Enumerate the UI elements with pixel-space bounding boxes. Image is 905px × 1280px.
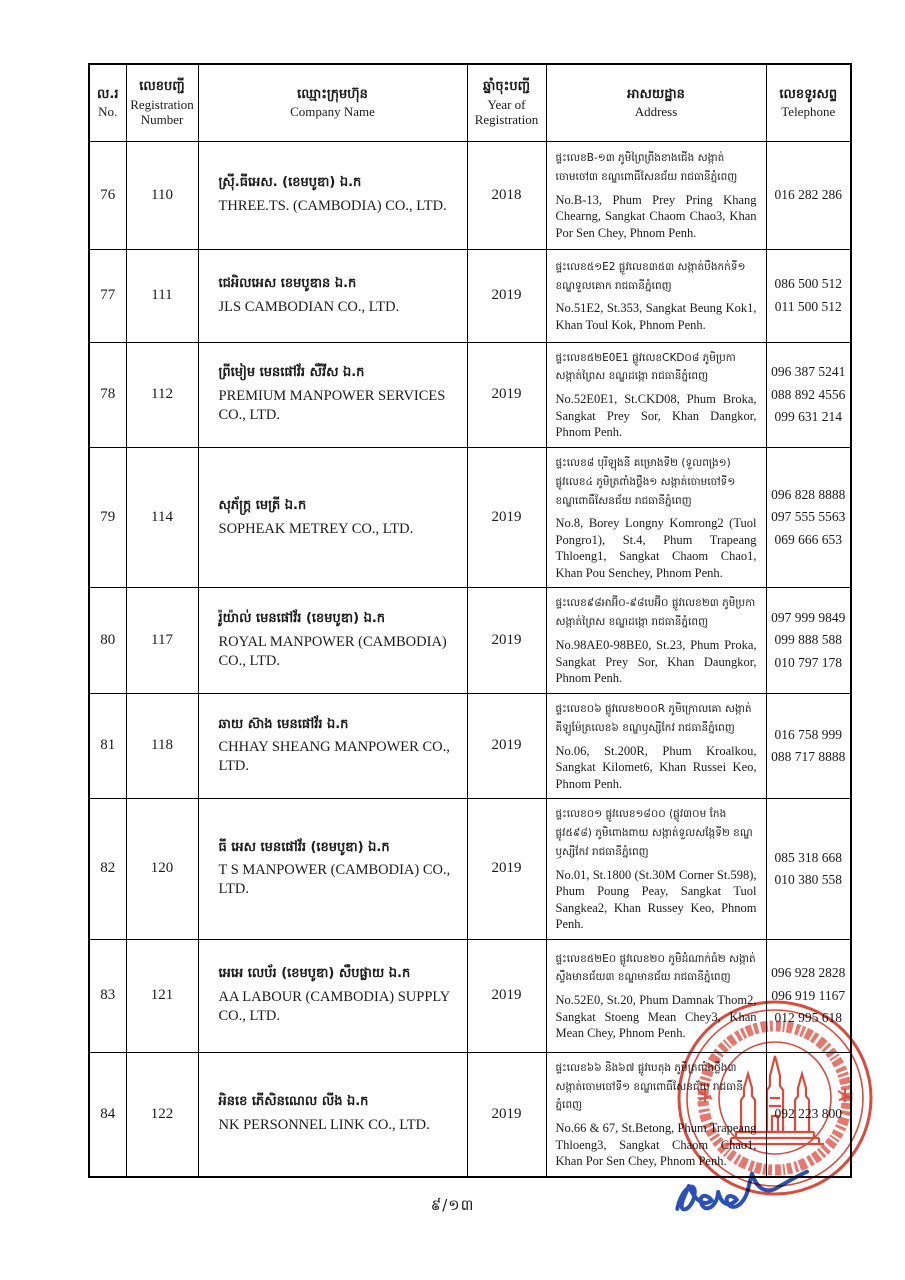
phone-number: 096 387 5241	[771, 364, 846, 380]
company-name-khmer: អិនខេ ភើសិនណេល លីង ឯ.ក	[218, 1094, 369, 1110]
header-address-english: Address	[634, 104, 678, 120]
address-khmer: ផ្ទះលេខB-១៣ ភូមិព្រៃព្រីងខាងជើង សង្កាត់ចោមចៅ៣ ខណ្ឌពោធិ៍សែនជ័យ រាជធានីភ្នំពេញ	[555, 151, 738, 183]
address-english: No.01, St.1800 (St.30M Corner St.598), Phum Poung Peay, Sangkat Tuol Sangkea2, Khan Russey Keo, Phnom Penh.	[555, 867, 757, 932]
page-number: ៩/១៣	[430, 1196, 475, 1214]
table-row	[89, 249, 851, 342]
company-name-english: JLS CAMBODIAN CO., LTD.	[218, 298, 400, 315]
company-name-khmer: សុភ័ក្ត្រ មេត្រី ឯ.ក	[218, 497, 307, 513]
registration-year: 2019	[467, 693, 546, 798]
telephone-cell	[766, 939, 851, 1052]
address-khmer: ផ្ទះលេខ៨ បុរីឡុងនី គម្រោងទី២ (ទួលពង្រ១) ផ្លូវលេខ៤ ភូមិត្រពាំងថ្លឹង១ សង្កាត់ចោមចៅទី១ ខណ្ឌពោធិ៍សែនជ័យ រាជធានីភ្នំពេញ	[555, 456, 736, 507]
registration-number: 111	[126, 249, 198, 342]
phone-number: 096 828 8888	[771, 487, 846, 503]
registration-number: 121	[126, 939, 198, 1052]
address-khmer: ផ្ទះលេខ៥១E2 ផ្លូវលេខ៣៥៣ សង្កាត់បឹងកក់ទី១ ខណ្ឌទួលគោក រាជធានីភ្នំពេញ	[555, 260, 746, 292]
company-name-khmer: ព្រីមៀម មេនផៅវ័រ សឺវីស ឯ.ក	[218, 365, 365, 381]
registration-year: 2018	[467, 141, 546, 249]
address-english: No.06, St.200R, Phum Kroalkou, Sangkat Kilomet6, Khan Russei Keo, Phnom Penh.	[555, 743, 757, 791]
header-year-khmer: ឆ្នាំចុះបញ្ជី	[483, 79, 530, 95]
company-name-english: NK PERSONNEL LINK CO., LTD.	[218, 1117, 430, 1134]
address-khmer: ផ្ទះលេខ៥២E0E1 ផ្លូវលេខCKD០៨ ភូមិប្រកា សង្កាត់ព្រៃស ខណ្ឌដង្កោ រាជធានីភ្នំពេញ	[555, 351, 736, 383]
phone-number: 011 500 512	[774, 298, 842, 314]
telephone-cell	[766, 141, 851, 249]
registration-year: 2019	[467, 447, 546, 588]
table-row	[89, 342, 851, 447]
telephone-cell	[766, 249, 851, 342]
table-row	[89, 939, 851, 1052]
company-name-cell	[198, 799, 467, 940]
table-row	[89, 693, 851, 798]
telephone-cell	[766, 447, 851, 588]
header-name-khmer: ឈ្មោះក្រុមហ៊ុន	[297, 86, 368, 102]
address-cell	[546, 1052, 766, 1177]
address-cell	[546, 799, 766, 940]
company-name-english: T S MANPOWER (CAMBODIA) CO., LTD.	[218, 862, 451, 898]
row-number: 78	[89, 342, 126, 447]
registration-year: 2019	[467, 939, 546, 1052]
address-english: No.52E0, St.20, Phum Damnak Thom2, Sangkat Stoeng Mean Chey3, Khan Mean Chey, Phnom Penh.	[555, 993, 757, 1041]
phone-number: 069 666 653	[774, 531, 842, 547]
header-row	[89, 64, 851, 141]
row-number: 76	[89, 141, 126, 249]
company-name-english: AA LABOUR (CAMBODIA) SUPPLY CO., LTD.	[218, 989, 450, 1025]
registration-year: 2019	[467, 588, 546, 693]
telephone-cell	[766, 799, 851, 940]
address-khmer: ផ្ទះលេខ៥២E០ ផ្លូវលេខ២០ ភូមិដំណាក់ធំ២ សង្កាត់ស្ទឹងមានជ័យ៣ ខណ្ឌមានជ័យ រាជធានីភ្នំពេញ	[555, 952, 756, 984]
header-tel-khmer: លេខទូរសព្ទ	[779, 86, 838, 102]
header-registration-number	[126, 64, 198, 141]
registration-number: 120	[126, 799, 198, 940]
registration-number: 114	[126, 447, 198, 588]
telephone-cell	[766, 693, 851, 798]
phone-number: 085 318 668	[774, 849, 842, 865]
address-cell	[546, 693, 766, 798]
address-cell	[546, 141, 766, 249]
table-row	[89, 141, 851, 249]
header-name-english: Company Name	[290, 104, 375, 120]
registration-year: 2019	[467, 249, 546, 342]
address-khmer: ផ្ទះលេខ០១ ផ្លូវលេខ១៨០០ (ផ្លូវ៣០ម កែង ផ្លូវ៥៩៨) ភូមិពោងពាយ សង្កាត់ទួលសង្កែទី២ ខណ្ឌឫស្សីកែវ រាជធានីភ្នំពេញ	[555, 808, 753, 858]
phone-number: 096 928 2828	[771, 965, 846, 981]
registration-number: 122	[126, 1052, 198, 1177]
company-name-english: THREE.TS. (CAMBODIA) CO., LTD.	[218, 198, 447, 214]
address-english: No.52E0E1, St.CKD08, Phum Broka, Sangkat Prey Sor, Khan Dangkor, Phnom Penh.	[555, 392, 757, 440]
phone-number: 096 919 1167	[771, 987, 846, 1003]
header-address-khmer: អាសយដ្ឋាន	[627, 86, 685, 102]
company-name-cell	[198, 342, 467, 447]
row-number: 77	[89, 249, 126, 342]
header-reg-khmer: លេខបញ្ជី	[139, 79, 185, 95]
row-number: 79	[89, 447, 126, 588]
phone-number: 099 888 588	[774, 632, 842, 648]
header-year-english: Year of Registration	[474, 96, 539, 127]
registration-number: 117	[126, 588, 198, 693]
company-name-khmer: ធី អេស មេនផៅវ័រ (ខេមបូឌា) ឯ.ក	[218, 839, 390, 855]
telephone-cell	[766, 588, 851, 693]
phone-number: 010 797 178	[774, 654, 842, 670]
header-telephone	[766, 64, 851, 141]
row-number: 80	[89, 588, 126, 693]
address-khmer: ផ្ទះលេខ៦៦ និង៦៧ ផ្លូវបេតុង ភូមិត្រពាំងថ្លឹង៣ សង្កាត់ចោមចៅទី១ ខណ្ឌពោធិ៍សែនជ័យ រាជធានីភ្នំពេញ	[555, 1061, 743, 1112]
company-name-khmer: ស្រ៊ី.ធីអេស. (ខេមបូឌា) ឯ.ក	[218, 175, 362, 191]
header-no-khmer: ល.រ	[97, 86, 119, 102]
header-company-name	[198, 64, 467, 141]
address-khmer: ផ្ទះលេខ៩៨អាអ៊ី០-៩៨បេអ៊ី០ ផ្លូវលេខ២៣ ភូមិប្រកា សង្កាត់ព្រៃស ខណ្ឌដង្កោ រាជធានីភ្នំពេញ	[555, 597, 756, 629]
company-name-cell	[198, 693, 467, 798]
phone-number: 088 717 8888	[771, 748, 846, 764]
phone-number: 010 380 558	[774, 871, 842, 887]
telephone-cell	[766, 1052, 851, 1177]
phone-number: 099 631 214	[774, 408, 842, 424]
row-number: 84	[89, 1052, 126, 1177]
address-cell	[546, 939, 766, 1052]
table-row	[89, 1052, 851, 1177]
company-name-khmer: អេអេ លេប័រ (ខេមបូឌា) សឺបផ្លាយ ឯ.ក	[218, 966, 411, 982]
company-name-cell	[198, 939, 467, 1052]
company-name-cell	[198, 249, 467, 342]
phone-number: 016 282 286	[774, 186, 842, 202]
registration-year: 2019	[467, 342, 546, 447]
header-reg-english: Registration Number	[130, 96, 194, 127]
registration-number: 112	[126, 342, 198, 447]
company-name-english: ROYAL MANPOWER (CAMBODIA) CO., LTD.	[218, 634, 447, 670]
table-row	[89, 447, 851, 588]
company-name-english: PREMIUM MANPOWER SERVICES CO., LTD.	[218, 388, 446, 424]
phone-number: 097 999 9849	[771, 610, 846, 626]
phone-number: 016 758 999	[774, 726, 842, 742]
company-name-english: CHHAY SHEANG MANPOWER CO., LTD.	[218, 739, 450, 775]
row-number: 81	[89, 693, 126, 798]
company-name-cell	[198, 588, 467, 693]
table-row	[89, 799, 851, 940]
row-number: 83	[89, 939, 126, 1052]
row-number: 82	[89, 799, 126, 940]
registration-year: 2019	[467, 1052, 546, 1177]
address-cell	[546, 249, 766, 342]
address-english: No.98AE0-98BE0, St.23, Phum Proka, Sangkat Prey Sor, Khan Daungkor, Phnom Penh.	[555, 638, 757, 686]
company-name-khmer: ជេអិលអេស ខេមបូឌាន ឯ.ក	[218, 275, 357, 291]
company-name-english: SOPHEAK METREY CO., LTD.	[218, 520, 414, 537]
company-registry-table	[88, 63, 852, 1178]
header-tel-english: Telephone	[781, 104, 836, 120]
company-name-cell	[198, 1052, 467, 1177]
header-address	[546, 64, 766, 141]
registration-year: 2019	[467, 799, 546, 940]
company-name-khmer: ឆាយ ស៊ាង មេនផៅវ័រ ឯ.ក	[218, 716, 349, 732]
phone-number: 097 555 5563	[771, 509, 846, 525]
address-english: No.B-13, Phum Prey Pring Khang Chearng, Sangkat Chaom Chao3, Khan Por Sen Chey, Phnom Penh.	[555, 192, 757, 240]
address-cell	[546, 447, 766, 588]
address-english: No.51E2, St.353, Sangkat Beung Kok1, Khan Toul Kok, Phnom Penh.	[555, 301, 757, 332]
address-cell	[546, 342, 766, 447]
address-english: No.66 & 67, St.Betong, Phum Trapeang Thloeng3, Sangkat Chaom Chao1, Khan Por Sen Chey, Phnom Penh.	[555, 1121, 757, 1169]
table-row	[89, 588, 851, 693]
company-name-khmer: រ៉ូយ៉ាល់ មេនផៅវ័រ (ខេមបូឌា) ឯ.ក	[218, 611, 386, 627]
registration-number: 118	[126, 693, 198, 798]
address-cell	[546, 588, 766, 693]
company-name-cell	[198, 447, 467, 588]
phone-number: 092 223 800	[774, 1106, 842, 1122]
header-no-english: No.	[98, 104, 118, 120]
phone-number: 012 995 618	[774, 1009, 842, 1025]
phone-number: 086 500 512	[774, 276, 842, 292]
company-name-cell	[198, 141, 467, 249]
registration-number: 110	[126, 141, 198, 249]
header-no	[89, 64, 126, 141]
address-khmer: ផ្ទះលេខ០៦ ផ្លូវលេខ២០០R ភូមិក្រោលគោ សង្កាត់គីឡូម៉ែត្រលេខ៦ ខណ្ឌឫស្សីកែវ រាជធានីភ្នំពេញ	[555, 702, 752, 734]
address-english: No.8, Borey Longny Komrong2 (Tuol Pongro1), St.4, Phum Trapeang Thloeng1, Sangkat Chaom Chao1, Khan Pou Senchey, Phnom Penh.	[555, 516, 757, 580]
header-year	[467, 64, 546, 141]
phone-number: 088 892 4556	[771, 386, 846, 402]
telephone-cell	[766, 342, 851, 447]
